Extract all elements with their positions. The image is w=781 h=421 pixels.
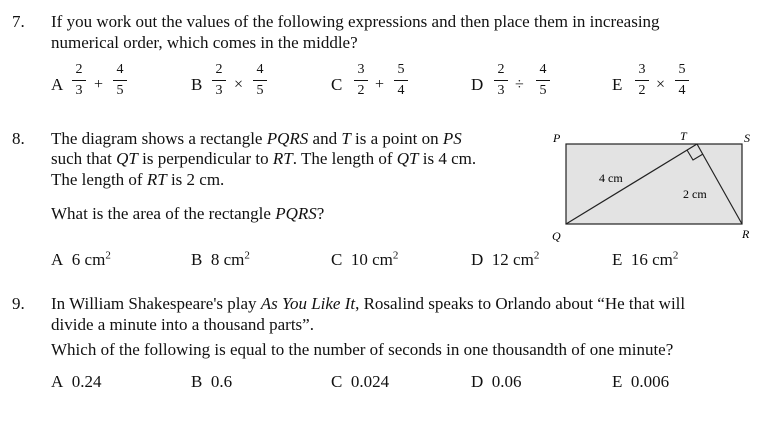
numerator: 5 — [397, 62, 405, 77]
math-var: PQRS — [275, 204, 317, 223]
option-letter: B — [191, 372, 203, 391]
math-var: T — [341, 129, 351, 148]
option-letter: B — [191, 250, 203, 269]
unit-exponent: 2 — [244, 249, 250, 262]
question-text-line: divide a minute into a thousand parts”. — [51, 315, 314, 334]
option-value: 16 cm — [630, 250, 673, 269]
text-run: such that — [51, 149, 117, 168]
vertex-label-q: Q — [552, 229, 561, 243]
text-run: ? — [316, 204, 325, 223]
denominator: 3 — [497, 83, 505, 98]
option-value: 0.06 — [491, 372, 522, 391]
denominator: 2 — [638, 83, 646, 98]
option-b[interactable] — [191, 372, 232, 392]
fraction — [494, 63, 508, 98]
question-text-line — [51, 149, 476, 169]
rectangle-diagram — [540, 126, 765, 246]
option-value: 0.024 — [350, 372, 390, 391]
math-var: RT — [272, 149, 293, 168]
math-var: PQRS — [266, 129, 309, 148]
rectangle-pqrs — [566, 144, 742, 224]
fraction-bar — [72, 80, 86, 81]
vertex-label-s: S — [744, 131, 750, 145]
option-value: 6 cm — [71, 250, 106, 269]
numerator: 2 — [75, 62, 83, 77]
question-prompt: Which of the following is equal to the number of seconds in one thousandth of one minute? — [51, 340, 674, 359]
fraction-bar — [494, 80, 508, 81]
numerator: 5 — [678, 62, 686, 77]
denominator: 5 — [116, 83, 124, 98]
option-value: 0.24 — [71, 372, 102, 391]
operator: ÷ — [515, 76, 524, 93]
numerator: 2 — [497, 62, 505, 77]
option-letter: B — [191, 75, 203, 94]
option-d[interactable] — [471, 372, 522, 392]
denominator: 3 — [75, 83, 83, 98]
option-value: 0.6 — [210, 372, 233, 391]
operator: × — [234, 76, 244, 93]
length-label-qt: 4 cm — [599, 171, 623, 185]
fraction — [253, 63, 267, 98]
question-text-line — [51, 294, 685, 314]
denominator: 4 — [397, 83, 405, 98]
option-e[interactable] — [612, 372, 669, 392]
fraction — [212, 63, 226, 98]
text-run: is perpendicular to — [137, 149, 273, 168]
question-prompt — [51, 204, 324, 224]
option-d[interactable] — [471, 250, 539, 270]
option-letter: E — [612, 250, 623, 269]
operator: × — [656, 76, 666, 93]
fraction — [72, 63, 86, 98]
denominator: 5 — [539, 83, 547, 98]
question-text-line: numerical order, which comes in the middle? — [51, 33, 358, 52]
fraction-bar — [212, 80, 226, 81]
vertex-label-t: T — [680, 129, 687, 143]
fraction — [536, 63, 550, 98]
vertex-label-r: R — [742, 227, 750, 241]
text-run: The length of — [51, 170, 147, 189]
option-letter: A — [51, 250, 64, 269]
option-c[interactable] — [331, 372, 389, 392]
option-value: 12 cm — [491, 250, 534, 269]
unit-exponent: 2 — [672, 249, 679, 262]
fraction-bar — [253, 80, 267, 81]
text-run: . The length of — [292, 149, 397, 168]
option-letter: A — [51, 372, 64, 391]
option-b[interactable] — [191, 250, 250, 270]
fraction-bar — [354, 80, 368, 81]
fraction — [394, 63, 408, 98]
length-label-rt: 2 cm — [683, 187, 707, 201]
option-letter: C — [331, 372, 343, 391]
text-run: and — [308, 129, 342, 148]
text-run: , Rosalind speaks to Orlando about “He that will — [355, 294, 686, 313]
option-c[interactable] — [331, 250, 398, 270]
option-letter: E — [612, 75, 623, 94]
option-letter: D — [471, 372, 484, 391]
question-number: 7. — [12, 12, 25, 31]
option-letter: A — [51, 75, 64, 94]
option-e[interactable] — [612, 250, 678, 270]
fraction-bar — [635, 80, 649, 81]
fraction-bar — [675, 80, 689, 81]
fraction — [635, 63, 649, 98]
fraction-bar — [394, 80, 408, 81]
option-a[interactable] — [51, 372, 102, 392]
question-text-line: If you work out the values of the following expressions and then place them in increasing — [51, 12, 660, 31]
unit-exponent: 2 — [392, 249, 399, 262]
text-run: The diagram shows a rectangle — [51, 129, 267, 148]
fraction — [354, 63, 368, 98]
text-run: is 4 cm. — [418, 149, 477, 168]
numerator: 4 — [256, 62, 264, 77]
denominator: 4 — [678, 83, 686, 98]
text-run: In William Shakespeare's play — [51, 294, 261, 313]
denominator: 2 — [357, 83, 365, 98]
numerator: 2 — [215, 62, 223, 77]
option-value: 0.006 — [630, 372, 670, 391]
play-title: As You Like It — [260, 294, 356, 313]
fraction-bar — [113, 80, 127, 81]
question-text-line — [51, 129, 462, 149]
operator: + — [375, 76, 385, 93]
numerator: 4 — [539, 62, 547, 77]
option-letter: C — [331, 250, 343, 269]
operator: + — [94, 76, 104, 93]
numerator: 4 — [116, 62, 124, 77]
numerator: 3 — [638, 62, 646, 77]
option-letter: E — [612, 372, 623, 391]
question-text-line — [51, 170, 224, 190]
option-value: 10 cm — [350, 250, 393, 269]
vertex-label-p: P — [553, 131, 561, 145]
denominator: 5 — [256, 83, 264, 98]
option-value: 8 cm — [210, 250, 245, 269]
fraction — [113, 63, 127, 98]
fraction — [675, 63, 689, 98]
option-letter: D — [471, 75, 484, 94]
math-var: QT — [116, 149, 138, 168]
numerator: 3 — [357, 62, 365, 77]
text-run: is 2 cm. — [166, 170, 225, 189]
denominator: 3 — [215, 83, 223, 98]
question-number: 8. — [12, 129, 25, 148]
option-letter: D — [471, 250, 484, 269]
option-a[interactable] — [51, 250, 111, 270]
text-run: is a point on — [350, 129, 443, 148]
math-var: PS — [442, 129, 462, 148]
fraction-bar — [536, 80, 550, 81]
math-var: QT — [396, 149, 419, 168]
math-var: RT — [146, 170, 167, 189]
question-number: 9. — [12, 294, 25, 313]
unit-exponent: 2 — [533, 249, 540, 262]
unit-exponent: 2 — [105, 249, 111, 262]
text-run: What is the area of the rectangle — [51, 204, 276, 223]
option-letter: C — [331, 75, 343, 94]
